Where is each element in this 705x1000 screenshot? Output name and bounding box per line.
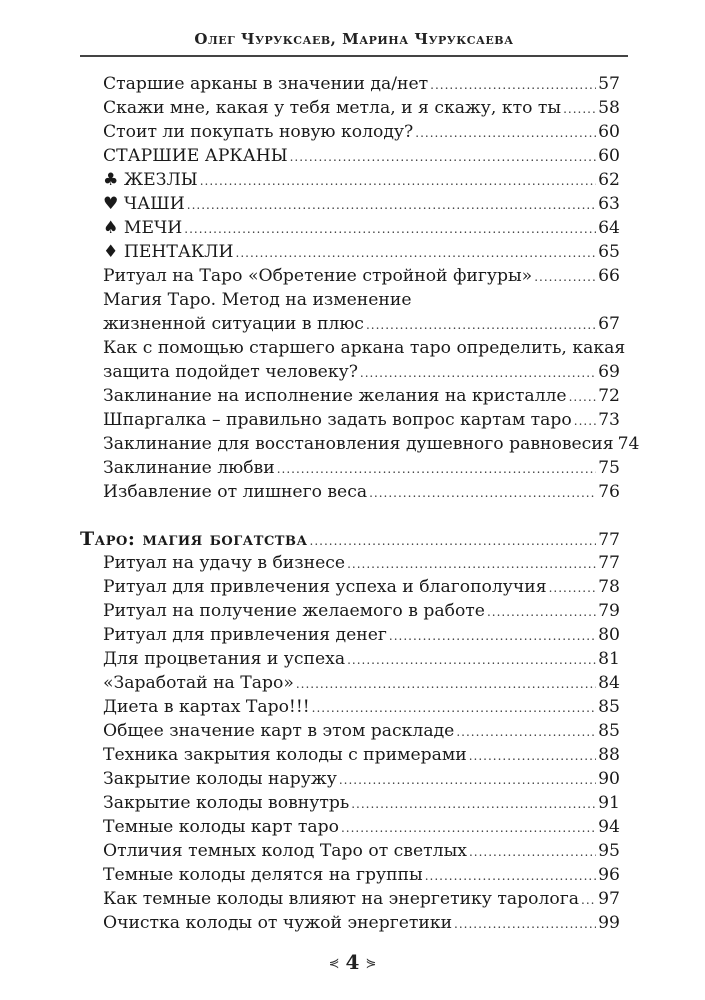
toc-entry-title: Скажи мне, какая у тебя метла, и я скажу, кто ты (103, 98, 562, 118)
toc-entry-title: «Заработай на Таро» (103, 673, 294, 693)
toc-entry-page: 78 (598, 577, 620, 597)
toc-entry[interactable] (103, 120, 620, 144)
toc-entry[interactable] (103, 240, 620, 264)
toc-entry-page: 66 (598, 266, 620, 286)
toc-entry-title: Для процветания и успеха (103, 649, 346, 669)
dot-leader (310, 529, 597, 553)
dot-leader (430, 73, 596, 97)
toc-entry-title: Диета в картах Таро!!! (103, 697, 310, 717)
toc-entry-page: 88 (598, 745, 620, 765)
toc-entry-title: жизненной ситуации в плюс (103, 314, 364, 334)
toc-entry-page: 57 (598, 74, 620, 94)
running-header-authors: Олег Чуруксаев, Марина Чуруксаева (194, 30, 514, 48)
dot-leader (296, 672, 596, 696)
toc-entry-title: ♣ ЖЕЗЛЫ (103, 170, 198, 190)
toc-entry-title: Ритуал на удачу в бизнесе (103, 553, 346, 573)
toc-entry-title: Заклинание на исполнение желания на кристалле (103, 386, 567, 406)
toc-entry-title: Общее значение карт в этом раскладе (103, 721, 455, 741)
dot-leader (549, 576, 597, 600)
toc-entry-title: Очистка колоды от чужой энергетики (103, 913, 453, 933)
toc-entry[interactable] (103, 719, 620, 743)
toc-entry-title: Закрытие колоды наружу (103, 769, 337, 789)
toc-entry[interactable] (103, 336, 626, 360)
dot-leader (469, 744, 596, 768)
toc-entry-title: Ритуал на получение желаемого в работе (103, 601, 485, 621)
toc-entry[interactable] (103, 360, 620, 384)
toc-entry-page: 90 (598, 769, 620, 789)
toc-entry-title: Техника закрытия колоды с примерами (103, 745, 467, 765)
toc-entry[interactable] (103, 863, 620, 887)
dot-leader (569, 385, 597, 409)
dot-leader (574, 409, 596, 433)
dot-leader (366, 313, 596, 337)
toc-entry-title: Избавление от лишнего веса (103, 482, 368, 502)
toc-entry-page: 80 (598, 625, 620, 645)
dot-leader (312, 696, 596, 720)
toc-entry-page: 84 (598, 673, 620, 693)
dot-leader (187, 193, 596, 217)
toc-entry-title: Старшие арканы в значении да/нет (103, 74, 429, 94)
toc-entry[interactable] (103, 887, 620, 911)
toc-entry-title: ♠ МЕЧИ (103, 218, 183, 238)
toc-entry[interactable] (103, 623, 620, 647)
dot-leader (563, 97, 596, 121)
dot-leader (290, 145, 597, 169)
dot-leader (534, 265, 596, 289)
toc-entry-title: ♦ ПЕНТАКЛИ (103, 242, 234, 262)
toc-entry-title: ♥ ЧАШИ (103, 194, 185, 214)
toc-entry-page: 94 (598, 817, 620, 837)
toc-entry-page: 60 (598, 146, 620, 166)
toc-entry-title: Таро: магия богатства (80, 528, 308, 550)
toc-entry[interactable] (103, 312, 620, 336)
toc-entry-page: 85 (598, 721, 620, 741)
toc-entry-title: Стоит ли покупать новую колоду? (103, 122, 414, 142)
toc-section-heading[interactable] (80, 527, 620, 551)
toc-entry-title: Ритуал для привлечения денег (103, 625, 387, 645)
dot-leader (339, 768, 596, 792)
toc-entry-page: 58 (598, 98, 620, 118)
toc-entry-title: Отличия темных колод Таро от светлых (103, 841, 467, 861)
toc-entry[interactable] (103, 384, 620, 408)
toc-entry-page: 77 (598, 553, 620, 573)
dot-leader (581, 888, 596, 912)
toc-entry[interactable] (103, 168, 620, 192)
toc-entry-page: 67 (598, 314, 620, 334)
toc-entry-title: Как темные колоды влияют на энергетику таролога (103, 889, 579, 909)
toc-entry[interactable] (103, 911, 620, 935)
toc-entry[interactable] (103, 695, 620, 719)
toc-entry[interactable] (103, 96, 620, 120)
toc-entry-page: 95 (598, 841, 620, 861)
dot-leader (415, 121, 596, 145)
toc-entry-page: 75 (598, 458, 620, 478)
dot-leader (369, 481, 596, 505)
toc-entry-page: 69 (598, 362, 620, 382)
toc-entry[interactable] (103, 144, 620, 168)
dot-leader (351, 792, 596, 816)
toc-entry-page: 65 (598, 242, 620, 262)
dot-leader (469, 840, 596, 864)
toc-entry-page: 97 (598, 889, 620, 909)
dot-leader (236, 241, 597, 265)
toc-entry[interactable] (103, 432, 640, 456)
toc-entry-page: 64 (598, 218, 620, 238)
toc-entry-title: Магия Таро. Метод на изменение (103, 290, 412, 310)
toc-entry[interactable] (103, 288, 620, 312)
toc-entry-title: Темные колоды карт таро (103, 817, 339, 837)
toc-entry-title: Ритуал на Таро «Обретение стройной фигуры» (103, 266, 533, 286)
toc-entry[interactable] (103, 743, 620, 767)
toc-entry[interactable] (103, 216, 620, 240)
toc-entry-page: 63 (598, 194, 620, 214)
toc-entry-page: 81 (598, 649, 620, 669)
toc-entry-page: 62 (598, 170, 620, 190)
page-number: 4 (345, 950, 360, 974)
toc-entry-page: 72 (598, 386, 620, 406)
toc-entry[interactable] (103, 264, 620, 288)
toc-entry-page: 76 (598, 482, 620, 502)
dot-leader (341, 816, 596, 840)
toc-entry-page: 85 (598, 697, 620, 717)
dot-leader (184, 217, 596, 241)
toc-entry-page: 79 (598, 601, 620, 621)
toc-entry-title: Ритуал для привлечения успеха и благополучия (103, 577, 547, 597)
toc-entry[interactable] (103, 408, 620, 432)
toc-entry-title: Закрытие колоды вовнутрь (103, 793, 350, 813)
toc-entry[interactable] (103, 480, 620, 504)
toc-entry-title: Темные колоды делятся на группы (103, 865, 423, 885)
toc-entry-title: Заклинание для восстановления душевного равновесия (103, 434, 614, 454)
toc-entry[interactable] (103, 647, 620, 671)
toc-entry-page: 74 (617, 434, 640, 454)
dot-leader (425, 864, 596, 888)
toc-entry-title: защита подойдет человеку? (103, 362, 358, 382)
dot-leader (487, 600, 596, 624)
dot-leader (200, 169, 596, 193)
toc-entry-page: 91 (598, 793, 620, 813)
toc-entry-title: Как с помощью старшего аркана таро определить, какая (103, 338, 626, 358)
toc-entry[interactable] (103, 192, 620, 216)
toc-entry[interactable] (103, 599, 620, 623)
dot-leader (347, 552, 596, 576)
toc-entry[interactable] (103, 551, 620, 575)
toc-entry[interactable] (103, 671, 620, 695)
toc-entry-title: Шпаргалка – правильно задать вопрос картам таро (103, 410, 572, 430)
dot-leader (454, 912, 596, 936)
toc-entry[interactable] (103, 575, 620, 599)
toc-entry-page: 77 (598, 530, 620, 550)
toc-entry-page: 73 (598, 410, 620, 430)
toc-entry[interactable] (103, 72, 620, 96)
toc-entry[interactable] (103, 767, 620, 791)
toc-entry-title: Заклинание любви (103, 458, 275, 478)
toc-entry-page: 60 (598, 122, 620, 142)
toc-entry[interactable] (103, 791, 620, 815)
dot-leader (456, 720, 596, 744)
dot-leader (347, 648, 596, 672)
toc-entry-page: 99 (598, 913, 620, 933)
toc-entry[interactable] (103, 815, 620, 839)
toc-entry[interactable] (103, 456, 620, 480)
dot-leader (389, 624, 596, 648)
ornament-left-icon: ⋞ (328, 956, 340, 971)
toc-entry[interactable] (103, 839, 620, 863)
header-rule (80, 55, 628, 57)
ornament-right-icon: ⋟ (365, 956, 377, 971)
toc-entry-title: СТАРШИЕ АРКАНЫ (103, 146, 288, 166)
dot-leader (360, 361, 596, 385)
dot-leader (277, 457, 596, 481)
toc-entry-page: 96 (598, 865, 620, 885)
page-footer (0, 950, 705, 974)
